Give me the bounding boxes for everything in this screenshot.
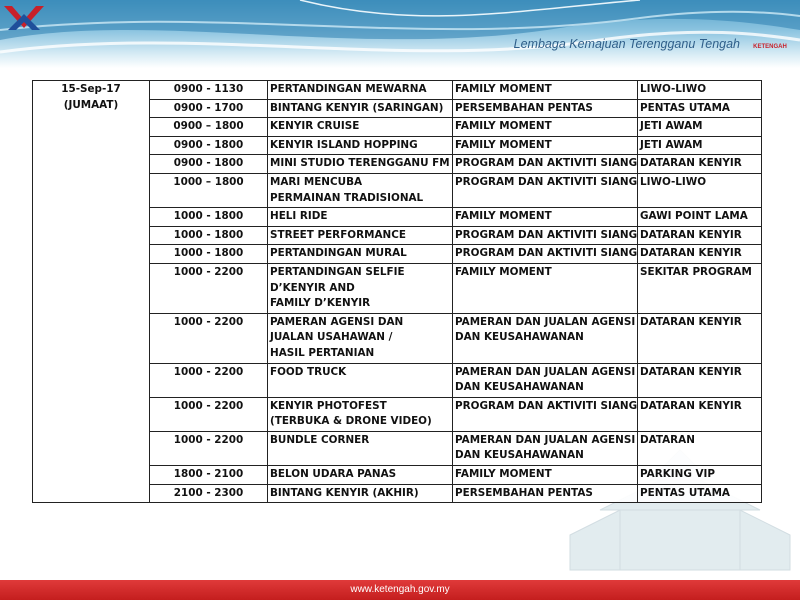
location-cell-line: PARKING VIP [640, 468, 715, 481]
category-cell [453, 263, 638, 313]
logo-label: KETENGAH [753, 44, 787, 50]
location-cell-line: DATARAN KENYIR [640, 228, 742, 241]
category-cell [453, 363, 638, 397]
event-cell-line: BUNDLE CORNER [270, 433, 370, 446]
time-cell: 1000 – 1800 [150, 173, 268, 207]
category-cell-line: FAMILY MOMENT [455, 468, 552, 481]
time-cell: 1000 - 2200 [150, 263, 268, 313]
event-cell [268, 245, 453, 264]
event-cell-line: PERTANDINGAN MURAL [270, 247, 407, 260]
event-cell [268, 466, 453, 485]
event-cell-line: KENYIR ISLAND HOPPING [270, 138, 418, 151]
location-cell [638, 99, 762, 118]
time-cell: 1000 - 1800 [150, 226, 268, 245]
time-cell: 1000 - 1800 [150, 208, 268, 227]
category-cell-line: PROGRAM DAN AKTIVITI SIANG [455, 157, 638, 170]
schedule-body [33, 81, 762, 503]
organization-name: Lembaga Kemajuan Terengganu Tengah [513, 37, 740, 51]
location-cell [638, 484, 762, 503]
time-cell: 0900 - 1800 [150, 136, 268, 155]
category-cell [453, 245, 638, 264]
location-cell-line: DATARAN KENYIR [640, 399, 742, 412]
time-cell: 0900 – 1800 [150, 118, 268, 137]
event-cell [268, 484, 453, 503]
time-cell: 1000 - 2200 [150, 313, 268, 363]
category-cell-line: PAMERAN DAN JUALAN AGENSI [455, 365, 636, 378]
location-cell [638, 155, 762, 174]
event-cell-line: PERMAINAN TRADISIONAL [270, 191, 424, 204]
category-cell [453, 313, 638, 363]
event-cell-line: BELON UDARA PANAS [270, 468, 397, 481]
event-cell-line: KENYIR PHOTOFEST [270, 399, 387, 412]
location-cell-line: SEKITAR PROGRAM [640, 265, 752, 278]
category-cell-line: FAMILY MOMENT [455, 138, 552, 151]
date-cell [33, 81, 150, 503]
event-cell-line: MARI MENCUBA [270, 175, 363, 188]
location-cell [638, 363, 762, 397]
location-cell-line: GAWI POINT LAMA [640, 210, 748, 223]
event-cell-line: STREET PERFORMANCE [270, 228, 406, 241]
day-text: (JUMAAT) [63, 98, 119, 111]
location-cell-line: PENTAS UTAMA [640, 101, 730, 114]
event-cell-line: PERTANDINGAN SELFIE [270, 265, 405, 278]
category-cell-line: DAN KEUSAHAWANAN [455, 381, 584, 394]
header-wave-decoration [0, 0, 800, 68]
location-cell-line: LIWO-LIWO [640, 175, 707, 188]
location-cell [638, 208, 762, 227]
location-cell-line: LIWO-LIWO [640, 83, 707, 95]
event-cell [268, 136, 453, 155]
time-cell: 2100 - 2300 [150, 484, 268, 503]
category-cell-line: FAMILY MOMENT [455, 210, 552, 223]
event-cell [268, 226, 453, 245]
category-cell [453, 466, 638, 485]
location-cell [638, 226, 762, 245]
time-cell: 1000 - 2200 [150, 397, 268, 431]
event-cell-line: MINI STUDIO TERENGGANU FM [270, 157, 450, 170]
category-cell [453, 81, 638, 100]
location-cell-line: DATARAN KENYIR [640, 157, 742, 170]
ketengah-logo [0, 0, 48, 44]
location-cell [638, 466, 762, 485]
time-cell: 1000 - 2200 [150, 431, 268, 465]
location-cell-line: DATARAN KENYIR [640, 247, 742, 260]
category-cell [453, 173, 638, 207]
event-cell [268, 173, 453, 207]
time-cell: 1800 - 2100 [150, 466, 268, 485]
location-cell-line: PENTAS UTAMA [640, 486, 730, 499]
category-cell-line: PROGRAM DAN AKTIVITI SIANG [455, 228, 638, 241]
location-cell [638, 173, 762, 207]
event-cell [268, 431, 453, 465]
location-cell-line: JETI AWAM [640, 138, 703, 151]
table-row [33, 81, 762, 100]
event-cell [268, 363, 453, 397]
category-cell [453, 118, 638, 137]
event-cell-line: BINTANG KENYIR (SARINGAN) [270, 101, 444, 114]
event-cell-line: KENYIR CRUISE [270, 120, 360, 133]
category-cell-line: FAMILY MOMENT [455, 120, 552, 133]
location-cell-line: DATARAN [640, 433, 695, 446]
category-cell [453, 208, 638, 227]
category-cell-line: PROGRAM DAN AKTIVITI SIANG [455, 399, 638, 412]
footer-website-url: www.ketengah.gov.my [350, 584, 450, 595]
time-cell: 1000 - 2200 [150, 363, 268, 397]
location-cell [638, 245, 762, 264]
category-cell-line: PAMERAN DAN JUALAN AGENSI [455, 433, 636, 446]
time-cell: 0900 - 1700 [150, 99, 268, 118]
event-cell [268, 397, 453, 431]
location-cell [638, 263, 762, 313]
location-cell [638, 118, 762, 137]
category-cell-line: PROGRAM DAN AKTIVITI SIANG [455, 175, 638, 188]
event-cell-line: PAMERAN AGENSI DAN [270, 315, 404, 328]
event-cell-line: HELI RIDE [270, 210, 328, 223]
event-cell [268, 99, 453, 118]
time-cell: 0900 - 1130 [150, 81, 268, 100]
location-cell-line: JETI AWAM [640, 120, 703, 133]
location-cell [638, 136, 762, 155]
category-cell [453, 136, 638, 155]
category-cell [453, 431, 638, 465]
location-cell [638, 81, 762, 100]
category-cell [453, 99, 638, 118]
event-cell [268, 118, 453, 137]
event-cell-line: JUALAN USAHAWAN / [270, 331, 393, 344]
location-cell-line: DATARAN KENYIR [640, 315, 742, 328]
category-cell-line: PERSEMBAHAN PENTAS [455, 101, 593, 114]
category-cell-line: FAMILY MOMENT [455, 265, 552, 278]
event-cell-line: (TERBUKA & DRONE VIDEO) [270, 415, 432, 428]
event-cell-line: HASIL PERTANIAN [270, 346, 375, 359]
event-cell [268, 263, 453, 313]
location-cell [638, 397, 762, 431]
category-cell-line: PAMERAN DAN JUALAN AGENSI [455, 315, 636, 328]
event-cell-line: FOOD TRUCK [270, 365, 347, 378]
event-cell-line: D’KENYIR AND [270, 281, 355, 294]
location-cell [638, 313, 762, 363]
event-cell-line: BINTANG KENYIR (AKHIR) [270, 486, 419, 499]
category-cell-line: PROGRAM DAN AKTIVITI SIANG [455, 247, 638, 260]
event-cell [268, 313, 453, 363]
category-cell-line: DAN KEUSAHAWANAN [455, 331, 584, 344]
time-cell: 1000 - 1800 [150, 245, 268, 264]
category-cell [453, 484, 638, 503]
category-cell-line: PERSEMBAHAN PENTAS [455, 486, 593, 499]
time-cell: 0900 - 1800 [150, 155, 268, 174]
event-cell [268, 155, 453, 174]
schedule-table [32, 80, 762, 503]
category-cell [453, 226, 638, 245]
event-cell [268, 208, 453, 227]
header-banner [0, 0, 800, 68]
location-cell-line: DATARAN KENYIR [640, 365, 742, 378]
category-cell-line: DAN KEUSAHAWANAN [455, 449, 584, 462]
event-cell-line: PERTANDINGAN MEWARNA [270, 83, 427, 95]
category-cell [453, 155, 638, 174]
event-cell [268, 81, 453, 100]
category-cell-line: FAMILY MOMENT [455, 83, 552, 95]
date-text: 15-Sep-17 [61, 83, 121, 95]
category-cell [453, 397, 638, 431]
event-cell-line: FAMILY D’KENYIR [270, 297, 371, 310]
location-cell [638, 431, 762, 465]
